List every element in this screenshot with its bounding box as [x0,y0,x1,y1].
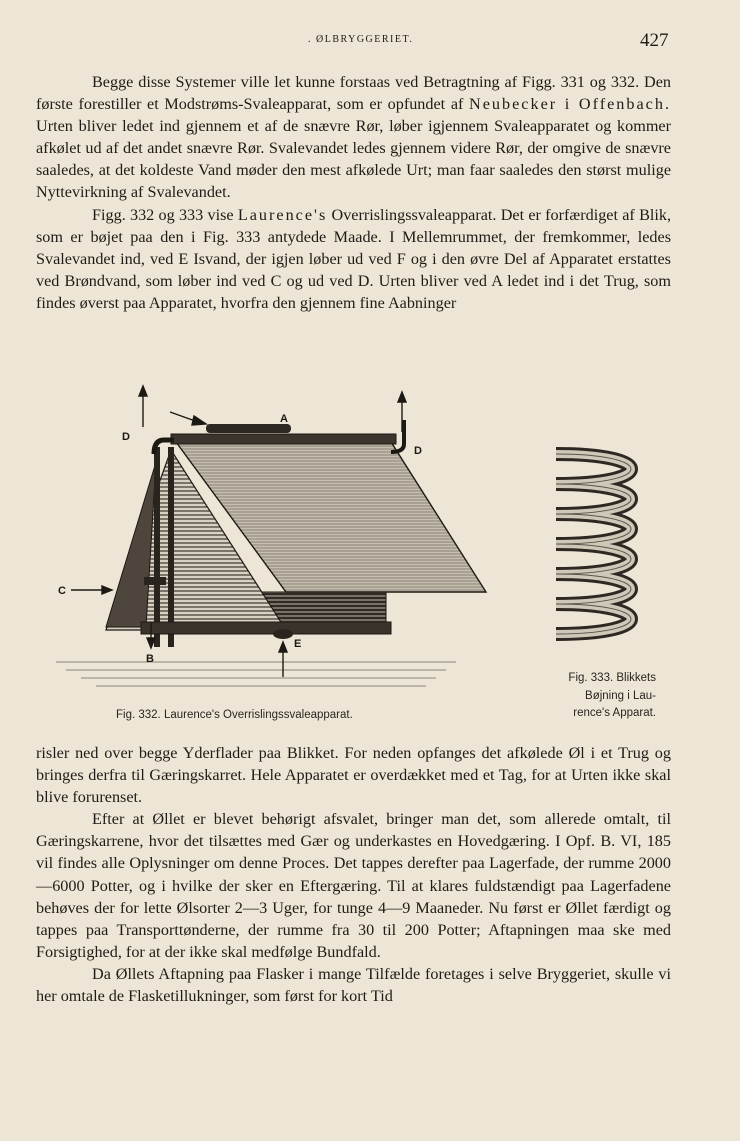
figure-area [36,372,676,732]
label-b: B [146,653,154,665]
paragraph-laurence: Figg. 332 og 333 vise Laurence's Overrislingssvaleapparat. Det er forfærdiget af Blik, som er bøjet paa den i Fig. 333 antydede Maade. I Mellemrummet, der fremkommer, ledes Svalevandet ind, ved E Isvand, der igjen løber ud ved F og i den øvre Del af Apparatet erstattes ved Brøndvand, som løber ind ved C og ud ved D. Urten bliver ved A ledet ind i det Trug, som findes øverst paa Apparatet, hvorfra den gjennem fine Aabninger [36,205,671,312]
running-head: . ØLBRYGGERIET. [308,34,414,45]
spaced-name-laurence: Laurence's [237,205,328,224]
label-a: A [280,413,288,425]
label-d-left: D [122,431,130,443]
caption-fig-333: Fig. 333. Blikkets Bøjning i Lau- rence's Apparat. [568,672,656,719]
label-e: E [294,638,302,650]
caption-fig-332: Fig. 332. Laurence's Overrislingssvaleapparat. [116,709,353,721]
text-block-top [36,71,671,314]
paragraph-fermentation: Efter at Øllet er blevet behørigt afsvalet, bringer man det, som allerede omtalt, til Gæringskarrene, hvor det tilsættes med Gær og underkastes en Hovedgæring. I Opf. B. VI, 185 vil findes alle Oplysninger om denne Proces. Det tappes derefter paa Lagerfade, der rumme 2000—6000 Potter, og i hvilke der sker en Eftergæring. Til at klares fuldstændigt paa Lagerfadene behøves der for lette Ølsorter 2—3 Uger, for tunge 4—9 Maaneder. Nu først er Øllet færdigt og tappes paa Transporttønderne, der rumme fra 30 til 200 Potter; Aftapningen maa ske med Forsigtighed, for at der ikke skal medfølge Bundfald. [36,810,671,961]
figure-333-drawing [556,454,631,634]
text-block-bottom [36,742,671,1007]
figure-332-drawing [56,386,486,686]
page-number: 427 [640,30,669,51]
label-c: C [58,585,66,597]
spaced-name-neubecker: Neubecker i Offenbach. [469,95,671,114]
paragraph-bottling: Da Øllets Aftapning paa Flasker i mange Tilfælde foretages i selve Bryggeriet, skulle vi her omtale de Flasketillukninger, som først for kort Tid [36,964,671,1006]
paragraph-continuation: risler ned over begge Yderflader paa Blikket. For neden opfanges det afkølede Øl i et Trug og bringes derfra til Gæringskarret. Hele Apparatet er overdækket med et Tag, for at Urten ikke skal blive forurenset. [36,744,671,807]
paragraph-systems: Begge disse Systemer ville let kunne forstaas ved Betragtning af Figg. 331 og 332. Den første forestiller et Modstrøms-Svaleapparat, som er opfundet af Neubecker i Offenbach. Urten bliver ledet ind gjennem et af de snævre Rør, løber igjennem Svaleapparatet og kommer afkølet ud af det andet snævre Rør. Svalevandet ledes gjennem videre Rør, der omgive de snævre saaledes, at det koldeste Vand møder den mest afkølede Urt; man faar saaledes den størst mulige Nyttevirkning af Svalevandet. [36,73,671,202]
label-d-right: D [414,445,422,457]
